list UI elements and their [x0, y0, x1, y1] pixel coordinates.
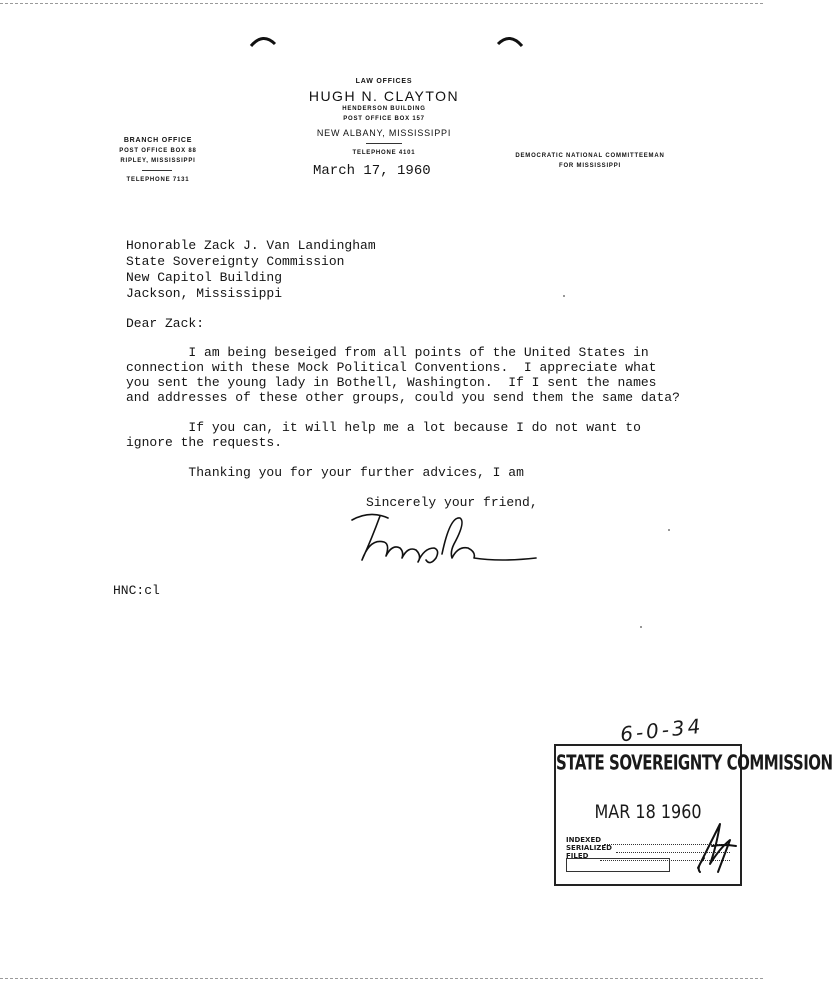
punch-mark-left	[250, 34, 276, 48]
stamp-row-serialized: SERIALIZED	[566, 844, 612, 852]
stamp-row-filed: FILED	[566, 852, 589, 860]
paragraph-line: connection with these Mock Political Conventions. I appreciate what	[126, 360, 657, 375]
salutation: Dear Zack:	[126, 316, 205, 331]
branch-rule	[142, 170, 172, 171]
paragraph-line: I am being beseiged from all points of the United States in	[126, 345, 649, 360]
address-line: Honorable Zack J. Van Landingham	[126, 238, 376, 253]
bottom-scan-edge	[0, 978, 763, 979]
stamp-box-field	[566, 858, 670, 872]
committeeman-line1: DEMOCRATIC NATIONAL COMMITTEEMAN	[515, 153, 665, 159]
stamp-initials-mark	[690, 818, 740, 878]
file-number-handwriting: 6-0-34	[618, 713, 705, 747]
letterhead-city: NEW ALBANY, MISSISSIPPI	[316, 128, 452, 138]
branch-city: RIPLEY, MISSISSIPPI	[120, 158, 196, 164]
stamp-title: STATE SOVEREIGNTY COMMISSION	[556, 750, 833, 776]
committeeman-line2: FOR MISSISSIPPI	[558, 163, 621, 169]
handwritten-signature	[350, 508, 540, 568]
letterhead-telephone: TELEPHONE 4101	[352, 150, 416, 156]
letterhead-building: HENDERSON BUILDING	[342, 106, 426, 112]
punch-mark-right	[497, 34, 523, 48]
letterhead-name: HUGH N. CLAYTON	[308, 88, 460, 104]
paragraph-line: ignore the requests.	[126, 435, 283, 450]
letter-date: March 17, 1960	[313, 163, 431, 179]
paragraph-3: Thanking you for your further advices, I am	[126, 465, 524, 480]
scan-speck	[668, 529, 670, 531]
letterhead-rule	[366, 143, 402, 144]
letterhead-label: LAW OFFICES	[355, 78, 413, 85]
closing: Sincerely your friend,	[366, 495, 538, 510]
typist-initials: HNC:cl	[113, 583, 160, 598]
branch-po-box: POST OFFICE BOX 88	[119, 148, 197, 154]
address-line: New Capitol Building	[126, 270, 283, 285]
address-line: State Sovereignty Commission	[126, 254, 345, 269]
letterhead-po-box: POST OFFICE BOX 157	[343, 116, 425, 122]
stamp-date: MAR 18 1960	[594, 800, 702, 823]
address-line: Jackson, Mississippi	[126, 286, 283, 301]
top-scan-edge	[0, 3, 763, 4]
paragraph-line: If you can, it will help me a lot because I do not want to	[126, 420, 641, 435]
scan-speck	[563, 295, 565, 297]
paragraph-line: and addresses of these other groups, could you send them the same data?	[126, 390, 680, 405]
scan-speck	[640, 626, 642, 628]
paragraph-line: you sent the young lady in Bothell, Washington. If I sent the names	[126, 375, 657, 390]
branch-label: BRANCH OFFICE	[123, 137, 193, 144]
branch-telephone: TELEPHONE 7131	[126, 177, 190, 183]
stamp-row-indexed: INDEXED	[566, 836, 602, 844]
